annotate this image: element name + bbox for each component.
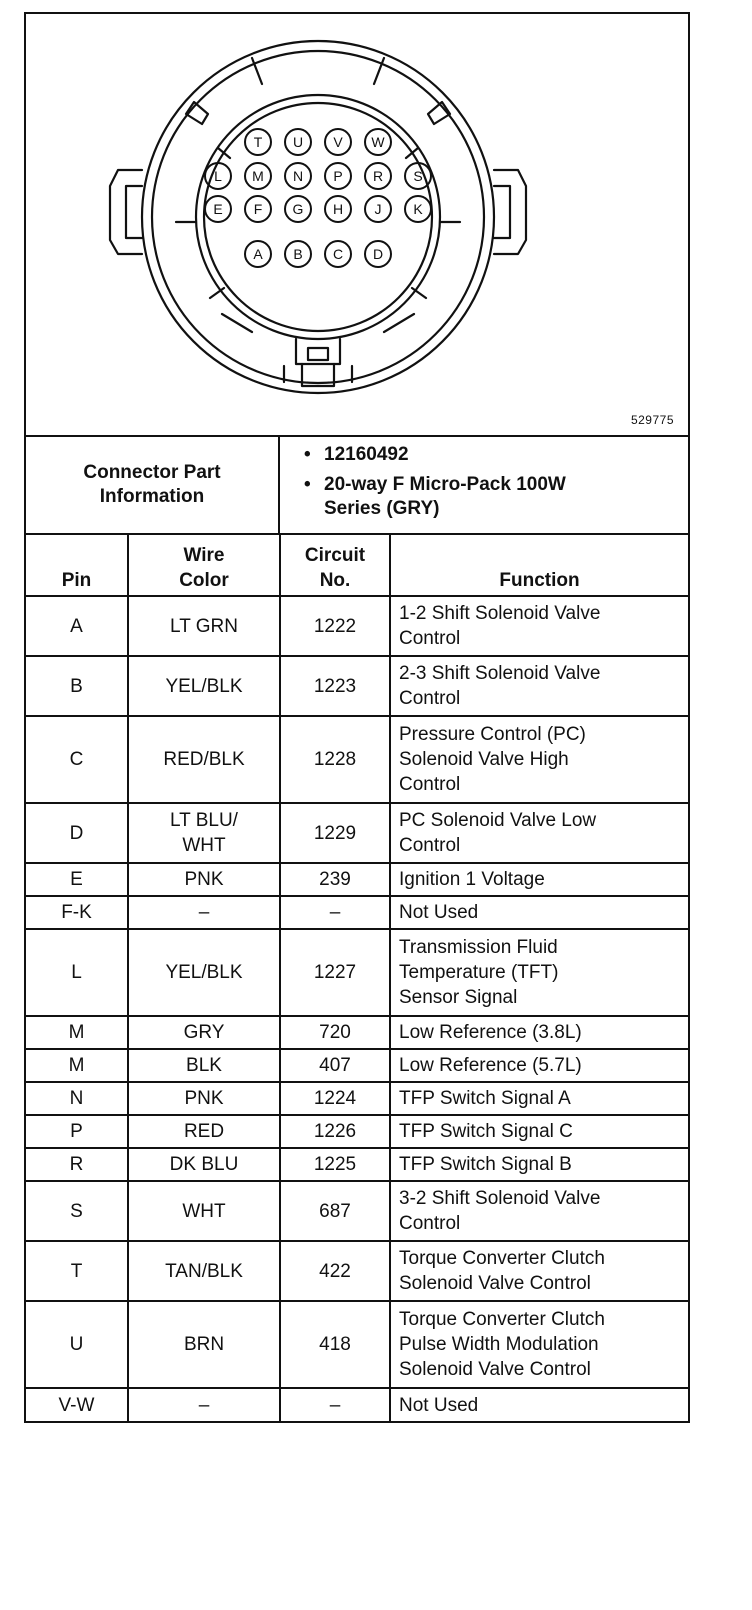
connector-face-drawing (26, 14, 688, 435)
function-cell-text: Solenoid Valve High (399, 749, 569, 770)
pin-cavity-label: E (213, 201, 223, 217)
function-cell (390, 1181, 688, 1241)
function-cell-text: Pulse Width Modulation (399, 1334, 599, 1355)
connector-description (324, 473, 678, 521)
pin-cavity-label: P (333, 168, 343, 184)
pin-cell (26, 803, 128, 863)
pinout-row (26, 1115, 688, 1148)
wire-color-cell (128, 863, 280, 896)
function-cell-text: Transmission Fluid (399, 937, 558, 958)
circuit-cell (280, 1181, 390, 1241)
wire-color-cell-text: RED/BLK (163, 749, 245, 770)
connector-part-number: • 12160492 (324, 443, 678, 467)
circuit-cell-text: 418 (319, 1334, 351, 1355)
pin-cavity-label: W (371, 134, 385, 150)
function-cell-text: 3-2 Shift Solenoid Valve (399, 1188, 601, 1209)
pin-cavity-f (245, 196, 271, 222)
function-cell-text: 2-3 Shift Solenoid Valve (399, 663, 601, 684)
wire-color-cell-text: WHT (182, 835, 226, 856)
function-cell-text: TFP Switch Signal A (399, 1088, 571, 1109)
wire-color-cell-text: BRN (183, 1334, 225, 1355)
function-cell-text: Low Reference (5.7L) (399, 1055, 582, 1076)
pin-cell (26, 1082, 128, 1115)
circuit-header (280, 535, 390, 596)
function-cell-text: Low Reference (3.8L) (399, 1022, 582, 1043)
circuit-cell-text: – (329, 1394, 341, 1416)
pin-cell-text: T (70, 1260, 83, 1282)
pin-cavity-d (365, 241, 391, 267)
pinout-sheet (24, 12, 690, 1423)
wire-color-cell (128, 929, 280, 1016)
pin-cavity-k (405, 196, 431, 222)
pin-cavity-label: F (253, 201, 263, 217)
circuit-cell (280, 656, 390, 716)
function-cell (390, 803, 688, 863)
wire-color-cell-text: PNK (184, 1088, 224, 1109)
pin-cavity-j (365, 196, 391, 222)
pin-cavity-p (325, 163, 351, 189)
circuit-cell-text: 1223 (313, 675, 357, 697)
wire-color-cell (128, 803, 280, 863)
circuit-cell (280, 896, 390, 929)
pin-cell-text: A (70, 615, 83, 637)
function-cell-text: Solenoid Valve Control (399, 1359, 591, 1380)
connector-info-list (280, 437, 688, 533)
pinout-row (26, 1016, 688, 1049)
function-cell (390, 1049, 688, 1082)
wire-color-cell-text: YEL/BLK (165, 675, 243, 697)
circuit-cell (280, 1388, 390, 1421)
pin-cell-text: B (70, 675, 83, 697)
pin-header: Pin (26, 535, 128, 596)
wire-color-cell-text: DK BLU (169, 1154, 239, 1175)
pin-cavity-a (245, 241, 271, 267)
function-cell-text: Control (399, 835, 461, 856)
wire-color-cell-text: BLK (186, 1055, 222, 1076)
pin-cell (26, 596, 128, 656)
function-cell (390, 1388, 688, 1421)
pinout-row (26, 716, 688, 803)
pinout-row (26, 1049, 688, 1082)
pin-cavity-n (285, 163, 311, 189)
connector-info-label-line2: Information (99, 486, 205, 507)
pinout-table (26, 535, 688, 1421)
pin-cell-text: U (69, 1334, 84, 1355)
pin-cell-text: M (68, 1055, 85, 1076)
function-cell (390, 1148, 688, 1181)
pin-cavity-b (285, 241, 311, 267)
pin-cell-text: L (71, 962, 82, 983)
function-cell-text: Pressure Control (PC) (399, 724, 586, 745)
pin-cell (26, 1148, 128, 1181)
circuit-cell (280, 803, 390, 863)
circuit-cell-text: 1226 (313, 1121, 357, 1142)
pin-cavity-label: K (413, 201, 423, 217)
wire-color-cell-text: PNK (184, 869, 224, 890)
function-cell (390, 929, 688, 1016)
pinout-row (26, 929, 688, 1016)
pin-cavity-label: B (293, 246, 303, 262)
wire-color-header-line1: Wire (183, 545, 225, 566)
pin-cavity-label: T (253, 134, 263, 150)
pin-cell-text: M (68, 1022, 85, 1043)
pin-cavity-label: G (292, 201, 304, 217)
wire-color-cell (128, 1082, 280, 1115)
function-cell-text: PC Solenoid Valve Low (399, 810, 597, 831)
circuit-cell-text: 687 (319, 1200, 351, 1222)
pin-cell-text: R (69, 1154, 84, 1175)
circuit-cell-text: 1222 (313, 615, 357, 637)
pin-cavity-label: V (333, 134, 343, 150)
circuit-cell-text: – (329, 902, 341, 923)
pin-cavity-label: R (372, 168, 384, 184)
wire-color-cell (128, 896, 280, 929)
circuit-header-line2: No. (319, 570, 351, 591)
function-cell (390, 1241, 688, 1301)
wire-color-cell (128, 1241, 280, 1301)
pin-cell (26, 896, 128, 929)
pin-cell-text: C (69, 749, 84, 770)
circuit-cell-text: 1227 (313, 962, 357, 983)
wire-color-cell (128, 1148, 280, 1181)
pin-cell (26, 1016, 128, 1049)
circuit-cell (280, 1016, 390, 1049)
pin-cavity-label: C (332, 246, 344, 262)
circuit-cell (280, 1049, 390, 1082)
pin-cell (26, 1301, 128, 1388)
pin-cavity-label: J (374, 201, 382, 217)
circuit-cell-text: 1225 (313, 1154, 357, 1175)
function-cell (390, 1301, 688, 1388)
circuit-cell (280, 1148, 390, 1181)
function-cell-text: Control (399, 628, 461, 649)
pin-cavity-label: M (252, 168, 264, 184)
connector-info-label (26, 437, 280, 533)
pin-cavity-v (325, 129, 351, 155)
pin-cavity-label: H (332, 201, 344, 217)
pin-cell-text: V-W (58, 1394, 95, 1416)
function-cell-text: Control (399, 688, 461, 709)
pin-cavity-label: S (413, 168, 423, 184)
function-cell-text: Ignition 1 Voltage (399, 869, 545, 890)
circuit-cell-text: 720 (319, 1022, 351, 1043)
function-cell (390, 1115, 688, 1148)
wire-color-header-line2: Color (179, 570, 229, 591)
function-cell-text: Control (399, 1213, 461, 1234)
pin-cavity-s (405, 163, 431, 189)
pin-cavity-e (205, 196, 231, 222)
pin-cavity-u (285, 129, 311, 155)
connector-description-line2: Series (GRY) (324, 498, 440, 519)
wire-color-cell-text: YEL/BLK (165, 962, 243, 983)
wire-color-header (128, 535, 280, 596)
circuit-cell (280, 863, 390, 896)
wire-color-cell-text: – (198, 1394, 210, 1416)
pin-cell-text: E (70, 869, 83, 890)
pin-cavities (205, 129, 431, 267)
pin-cell-text: N (69, 1088, 84, 1109)
pin-cell-text: F-K (61, 902, 92, 923)
pinout-row (26, 803, 688, 863)
pin-cell (26, 1388, 128, 1421)
pin-cavity-w (365, 129, 391, 155)
wire-color-cell-text: GRY (183, 1022, 225, 1043)
pinout-row (26, 1148, 688, 1181)
pinout-row (26, 596, 688, 656)
circuit-cell-text: 1229 (313, 822, 357, 844)
function-cell-text: Control (399, 774, 461, 795)
circuit-cell (280, 596, 390, 656)
circuit-cell-text: 1228 (313, 749, 357, 770)
wire-color-cell (128, 1181, 280, 1241)
connector-description-line1: 20-way F Micro-Pack 100W (324, 474, 566, 495)
function-cell (390, 863, 688, 896)
pin-cell (26, 1115, 128, 1148)
function-cell (390, 716, 688, 803)
circuit-cell-text: 422 (319, 1260, 351, 1282)
function-cell-text: Sensor Signal (399, 987, 518, 1008)
function-cell (390, 656, 688, 716)
pin-cell (26, 1049, 128, 1082)
connector-diagram (26, 14, 688, 437)
pinout-row (26, 1181, 688, 1241)
wire-color-cell-text: WHT (182, 1200, 226, 1222)
circuit-cell (280, 716, 390, 803)
pinout-row (26, 656, 688, 716)
connector-info-label-line1: Connector Part (83, 462, 221, 483)
function-cell (390, 1082, 688, 1115)
figure-number: 529775 (630, 413, 674, 427)
pin-cell (26, 1181, 128, 1241)
pinout-row (26, 896, 688, 929)
wire-color-cell-text: RED (183, 1121, 225, 1142)
pinout-table-body (26, 596, 688, 1421)
pin-cell-text: D (69, 822, 84, 844)
circuit-cell-text: 1224 (313, 1088, 357, 1109)
circuit-cell (280, 929, 390, 1016)
pin-cell (26, 656, 128, 716)
pinout-row (26, 1301, 688, 1388)
pin-cavity-l (205, 163, 231, 189)
pinout-row (26, 1241, 688, 1301)
pin-cell-text: P (70, 1121, 83, 1142)
function-cell-text: TFP Switch Signal B (399, 1154, 572, 1175)
function-cell (390, 1016, 688, 1049)
pin-cavity-label: U (292, 134, 304, 150)
circuit-cell (280, 1301, 390, 1388)
pin-cavity-label: A (253, 246, 263, 262)
pin-cavity-t (245, 129, 271, 155)
function-cell-text: 1-2 Shift Solenoid Valve (399, 603, 601, 624)
wire-color-cell (128, 1301, 280, 1388)
circuit-cell-text: 239 (319, 869, 351, 890)
pin-cell (26, 1241, 128, 1301)
function-header: Function (390, 535, 688, 596)
pin-cavity-c (325, 241, 351, 267)
pinout-row (26, 1388, 688, 1421)
pinout-header-row (26, 535, 688, 596)
pin-cavity-label: N (292, 168, 304, 184)
wire-color-cell (128, 716, 280, 803)
function-cell-text: Temperature (TFT) (399, 962, 559, 983)
pin-cell-text: S (70, 1200, 83, 1222)
wire-color-cell-text: – (198, 902, 210, 923)
wire-color-cell-text: LT GRN (170, 615, 238, 637)
pin-cavity-label: D (372, 246, 384, 262)
pin-cell (26, 929, 128, 1016)
pin-cell (26, 716, 128, 803)
wire-color-cell-text: TAN/BLK (165, 1260, 243, 1282)
function-cell (390, 596, 688, 656)
circuit-cell-text: 407 (319, 1055, 351, 1076)
pinout-row (26, 1082, 688, 1115)
wire-color-cell-text: LT BLU/ (170, 810, 238, 831)
wire-color-cell (128, 1115, 280, 1148)
circuit-header-line1: Circuit (304, 545, 366, 566)
wire-color-cell (128, 1388, 280, 1421)
pin-cavity-h (325, 196, 351, 222)
function-cell (390, 896, 688, 929)
pin-cavity-g (285, 196, 311, 222)
pin-cavity-m (245, 163, 271, 189)
wire-color-cell (128, 1049, 280, 1082)
function-cell-text: Not Used (399, 902, 479, 923)
function-cell-text: Torque Converter Clutch (399, 1309, 605, 1330)
wire-color-cell (128, 596, 280, 656)
pin-cell (26, 863, 128, 896)
pin-cavity-r (365, 163, 391, 189)
function-cell-text: Solenoid Valve Control (399, 1273, 591, 1294)
function-cell-text: Not Used (399, 1394, 479, 1416)
function-cell-text: Torque Converter Clutch (399, 1248, 605, 1269)
circuit-cell (280, 1241, 390, 1301)
wire-color-cell (128, 1016, 280, 1049)
circuit-cell (280, 1082, 390, 1115)
wire-color-cell (128, 656, 280, 716)
connector-part-information (26, 437, 688, 535)
circuit-cell (280, 1115, 390, 1148)
pinout-row (26, 863, 688, 896)
pin-cavity-label: L (214, 168, 222, 184)
function-cell-text: TFP Switch Signal C (399, 1121, 573, 1142)
